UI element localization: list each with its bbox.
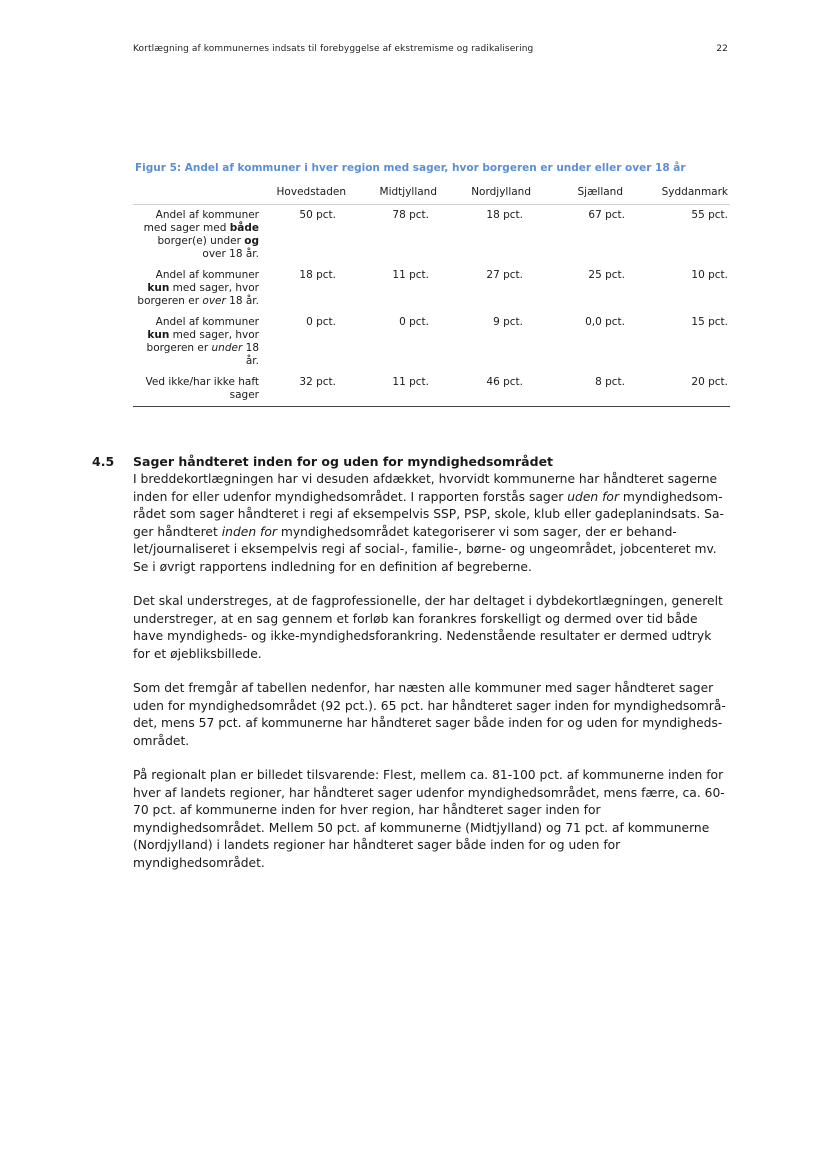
section-number: 4.5 (92, 454, 115, 469)
table-cell: 46 pct. (449, 370, 549, 407)
table-cell: 18 pct. (486, 209, 523, 221)
table-cell: 67 pct. (588, 209, 625, 221)
section-title: Sager håndteret inden for og uden for myndighedsområdet (133, 454, 554, 469)
column-header: Midtjylland (356, 184, 449, 205)
table-cell: 20 pct. (647, 370, 730, 407)
table-cell: 0 pct. (399, 316, 429, 328)
label-part: 18 år. (242, 342, 259, 367)
label-part: kun (147, 329, 170, 341)
text-run: Som det fremgår af tabellen nedenfor, har næsten alle kommuner med sager håndteret sager uden for myndighedsområdet (92 pct.). 65 pct. har håndteret sager inden for myndighedsområ-det, mens 57 pct. af kommunerne har håndteret sager både inden for og uden for myndigheds-området. (133, 681, 726, 748)
figure-table (133, 184, 730, 407)
paragraph (133, 593, 731, 663)
table-cell: 15 pct. (691, 316, 728, 328)
table-cell: 9 pct. (493, 316, 523, 328)
column-header: Nordjylland (449, 184, 549, 205)
label-part: Andel af kommuner (155, 316, 259, 328)
label-part: Ved ikke/har ikke haft sager (145, 376, 259, 401)
paragraph (133, 471, 731, 576)
table-cell: 11 pct. (392, 269, 429, 281)
row-label (133, 310, 263, 370)
table-cell: 11 pct. (356, 370, 449, 407)
table-cell: 0,0 pct. (585, 316, 625, 328)
table-cell: 27 pct. (486, 269, 523, 281)
label-part: over (202, 295, 226, 307)
text-run: uden for (567, 489, 620, 504)
column-header (133, 184, 263, 205)
label-part: både (229, 222, 259, 234)
table-cell: 18 pct. (299, 269, 336, 281)
column-header: Hovedstaden (263, 184, 356, 205)
table-row (133, 263, 730, 310)
table-cell: 0 pct. (306, 316, 336, 328)
paragraph (133, 680, 731, 750)
column-header: Syddanmark (647, 184, 730, 205)
running-title: Kortlægning af kommunernes indsats til forebyggelse af ekstremisme og radikalisering (133, 44, 534, 54)
table-cell: 8 pct. (549, 370, 647, 407)
label-part: under (211, 342, 243, 354)
column-header: Sjælland (549, 184, 647, 205)
label-part: og (244, 235, 259, 247)
table-cell: 55 pct. (691, 209, 728, 221)
text-run: I breddekortlægningen har vi desuden afdækket, hvorvidt kommunerne har håndteret sagerne inden for eller udenfor myndighedsområdet. I rapporten forstås sager (133, 472, 718, 504)
label-part: Andel af kommuner (155, 269, 259, 281)
text-run: Det skal understreges, at de fagprofessionelle, der har deltaget i dybdekortlægningen, generelt understreger, at en sag gennem et forløb kan forankres forskelligt og dermed over tid både have myndigheds- og ikke-myndighedsforankring. Nedenstående resultater er dermed udtryk for et øjebliksbillede. (133, 594, 723, 661)
table-cell: 25 pct. (588, 269, 625, 281)
paragraph (133, 767, 731, 872)
table-cell: 10 pct. (691, 269, 728, 281)
table-cell: 32 pct. (263, 370, 356, 407)
label-part: over 18 år. (202, 248, 259, 260)
row-label (133, 263, 263, 310)
text-run: myndighedsområdet kategoriserer vi som sager, der er behand-let/journaliseret i eksempelvis regi af social-, familie-, børne- og ungeområdet, jobcenteret mv. Se i øvrigt rapportens indledning for en definition af begreberne. (133, 524, 717, 574)
page-header (133, 44, 728, 54)
text-run: myndighedsom-rådet som sager håndteret i regi af eksempelvis SSP, PSP, skole, klub eller gadeplanindsats. Sa-ger håndteret (133, 489, 724, 539)
label-part: Andel af kommuner med sager med (143, 209, 259, 234)
label-part: 18 år. (225, 295, 259, 307)
label-part: borger(e) under (157, 235, 245, 247)
page-number: 22 (716, 44, 728, 54)
text-run: inden for (221, 524, 277, 539)
table-header-row (133, 184, 730, 205)
table-cell: 78 pct. (392, 209, 429, 221)
table-cell: 50 pct. (299, 209, 336, 221)
label-part: med sager, hvor borgeren er (146, 329, 259, 354)
table-row (133, 310, 730, 370)
table-row (133, 205, 730, 264)
text-run: På regionalt plan er billedet tilsvarende: Flest, mellem ca. 81-100 pct. af kommunerne inden for hver af landets regioner, har håndteret sager udenfor myndighedsområdet, mens færre, ca. 60-70 pct. af kommunerne inden for hver region, har håndteret sager inden for myndighedsområdet. Mellem 50 pct. af kommunerne (Midtjylland) og 71 pct. af kommunerne (Nordjylland) i landets regioner har håndteret sager både inden for og uden for myndighedsområdet. (133, 768, 725, 870)
figure-caption: Figur 5: Andel af kommuner i hver region med sager, hvor borgeren er under eller over 18 år (135, 162, 686, 174)
label-part: med sager, hvor borgeren er (137, 282, 259, 307)
label-part: kun (147, 282, 170, 294)
row-label (133, 205, 263, 264)
table-row (133, 370, 730, 407)
row-label (133, 370, 263, 407)
